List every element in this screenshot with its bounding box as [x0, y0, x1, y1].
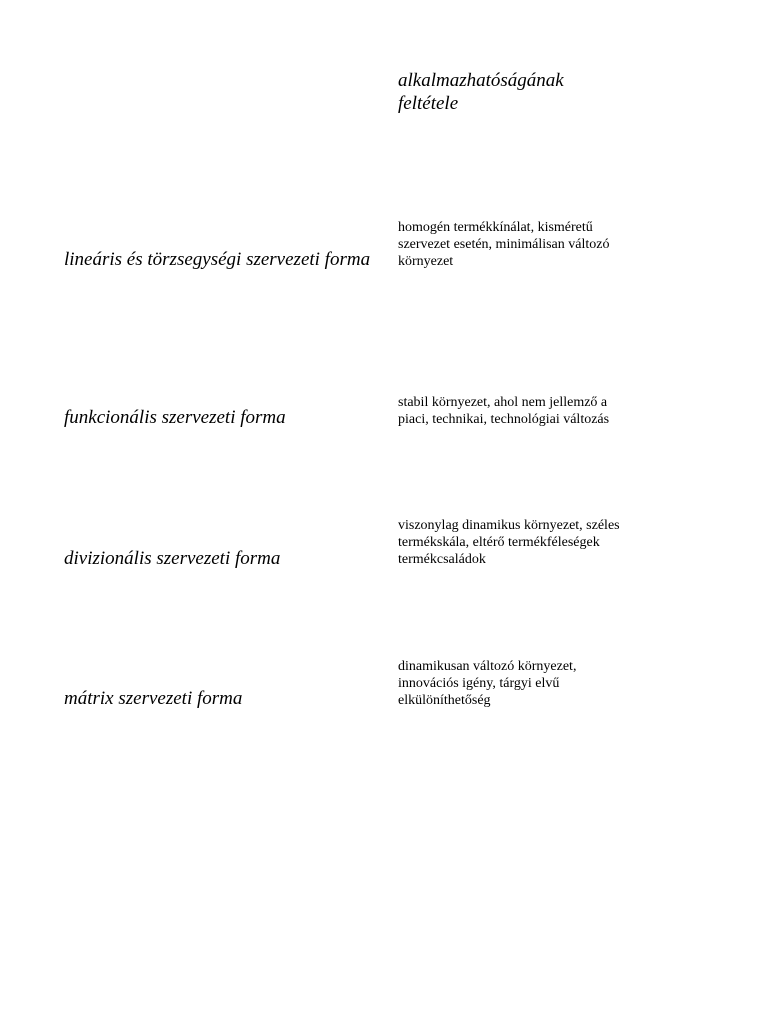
row-condition-functional: stabil környezet, ahol nem jellemző a piaci, technikai, technológiai változás [398, 395, 610, 427]
row-label-matrix: mátrix szervezeti forma [64, 688, 243, 709]
column-header-condition: alkalmazhatóságának feltétele [398, 70, 564, 114]
row-label-linear: lineáris és törzsegységi szervezeti forma [64, 249, 371, 270]
row-label-functional: funkcionális szervezeti forma [64, 407, 286, 428]
row-label-divisional: divizionális szervezeti forma [64, 548, 281, 569]
row-condition-linear: homogén termékkínálat, kisméretű szervezet esetén, minimálisan változó környezet [398, 220, 610, 269]
row-condition-divisional: viszonylag dinamikus környezet, széles termékskála, eltérő termékféleségek termékcsaládok [398, 518, 620, 567]
row-condition-matrix: dinamikusan változó környezet, innovációs igény, tárgyi elvű elkülöníthetőség [398, 659, 577, 708]
